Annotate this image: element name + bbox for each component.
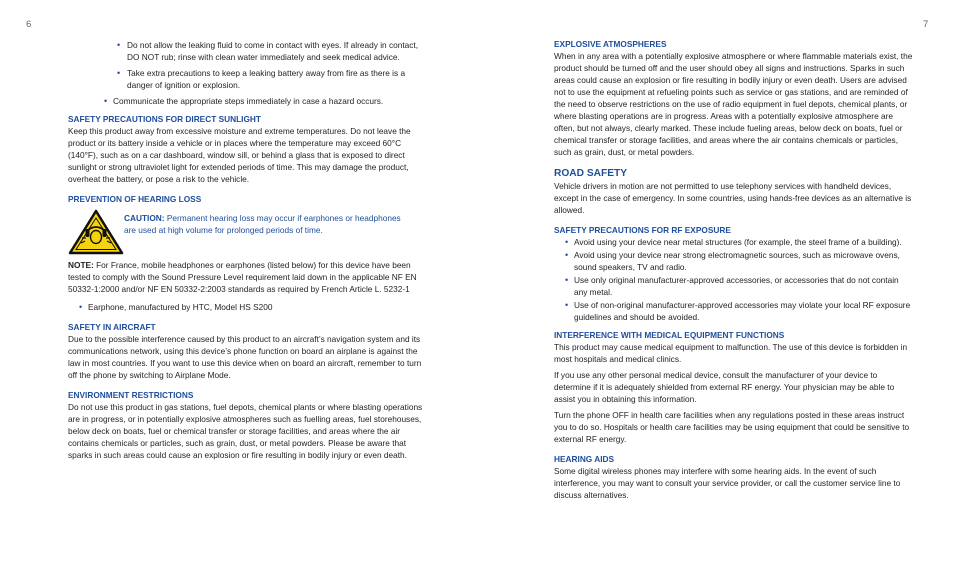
list-item: • Use of non-original manufacturer-approved accessories may violate your local RF exposure guidelines and should be avoided. [554,299,914,323]
paragraph-hearing-aids: Some digital wireless phones may interfere with some hearing aids. In the event of such interference, you may want to consult your service provider, or call the customer service line to discuss alternatives. [554,466,901,500]
heading-explosive-atmospheres: EXPLOSIVE ATMOSPHERES [554,39,667,49]
heading-safety-aircraft: SAFETY IN AIRCRAFT [68,322,156,332]
list-item: • Earphone, manufactured by HTC, Model HS S200 [68,301,430,313]
list-item: • Take extra precautions to keep a leaking battery away from fire as there is a danger of ignition or explosion. [68,67,430,91]
heading-hearing-loss: PREVENTION OF HEARING LOSS [68,194,202,204]
paragraph-direct-sunlight: Keep this product away from excessive moisture and extreme temperatures. Do not leave the product or its battery inside a vehicle or in places where the temperature may exceed 60°C (140°F), such as on a car dashboard, window sill, or behind a glass that is exposed to direct sunlight or strong ultraviolet light for extended periods of time. This may damage the product, overheat the battery, or pose a risk to the vehicle. [68,126,411,184]
caution-message: Permanent hearing loss may occur if earphones or headphones are used at high volume for prolonged periods of time. [124,213,401,235]
paragraph-medical-3: Turn the phone OFF in health care facilities when any regulations posted in these areas instruct you to do so. Hospitals or health care facilities may be using equipment that could be sensitive to external RF energy. [554,410,910,444]
note-text: For France, mobile headphones or earphones (listed below) for this device have been tested to comply with the Sound Pressure Level requirement laid down in the applicable NF EN 50332-1:2000 and/or NF EN 50332-2:2003 standards as required by French Article L. 5232-1 [68,260,417,294]
heading-medical-equipment: INTERFERENCE WITH MEDICAL EQUIPMENT FUNCTIONS [554,330,785,340]
caution-label: CAUTION: [124,213,165,223]
caution-text [124,212,414,236]
caution-block [68,209,430,255]
earphone-bullet-list [68,301,430,313]
list-item: • Use only original manufacturer-approved accessories, or accessories that do not contain any metal. [554,274,914,298]
hearing-loss-warning-icon [68,209,124,255]
list-item: • Communicate the appropriate steps immediately in case a hazard occurs. [93,95,430,107]
battery-leak-bullets [68,39,430,91]
paragraph-explosive-atmospheres: When in any area with a potentially explosive atmosphere or where flammable materials exist, the product should be turned off and the user should obey all signs and instructions. Sparks in such areas could cause an explosion or fire resulting in bodily injury or even death. Users are advised not to use the equipment at refueling points such as service or gas stations, and are reminded of the need to observe restrictions on the use of radio equipment in fuel depots, chemical plants, or where blasting operations are in progress. Areas with a potentially explosive atmosphere are often, but not always, clearly marked. These include fueling areas, below deck on boats, fuel or chemical transfer or storage facilities, and areas where the air contains chemicals or particles, such as grain, dust, or metal powders. [554,51,913,157]
left-page-column [68,39,430,461]
page-number-right: 7 [923,19,929,30]
paragraph-medical-1: This product may cause medical equipment to malfunction. The use of this device is forbidden in most hospitals and medical clinics. [554,342,908,364]
note-paragraph [68,259,430,295]
heading-environment-restrictions: ENVIRONMENT RESTRICTIONS [68,390,194,400]
paragraph-medical-2: If you use any other personal medical device, consult the manufacturer of your device to determine if it is adequately shielded from external RF energy. Your physician may be able to assist you in obtaining this information. [554,370,895,404]
paragraph-road-safety: Vehicle drivers in motion are not permitted to use telephony services with handheld devices, except in the case of emergency. In some countries, using hands-free devices as an alternative is allowed. [554,181,912,215]
heading-road-safety: ROAD SAFETY [554,168,628,179]
heading-direct-sunlight: SAFETY PRECAUTIONS FOR DIRECT SUNLIGHT [68,114,261,124]
page-number-left: 6 [26,19,32,30]
rf-exposure-bullets [554,236,914,323]
communicate-bullet-list [93,95,430,107]
list-item: • Do not allow the leaking fluid to come in contact with eyes. If already in contact, DO NOT rub; rinse with clean water immediately and seek medical advice. [68,39,430,63]
list-item: • Avoid using your device near strong electromagnetic sources, such as microwave ovens, sound speakers, TV and radio. [554,249,914,273]
paragraph-environment-restrictions: Do not use this product in gas stations, fuel depots, chemical plants or where blasting operations are in progress, or in potentially explosive atmospheres such as fuelling areas, fuel storehouses, below deck on boats, fuel or chemical transfer or storage facilities, and areas where the air contains chemicals or particles, such as grain, dust, or metal powders. Please be aware that sparks in such areas could cause an explosion or fire resulting in bodily injury or even death. [68,402,423,460]
note-label: NOTE: [68,260,94,270]
paragraph-safety-aircraft: Due to the possible interference caused by this product to an aircraft’s navigation system and its communications network, using this device’s phone function on board an airplane is against the law in most countries. If you want to use this device when on board an aircraft, remember to turn off the phone by switching to Airplane Mode. [68,334,422,380]
list-item: • Avoid using your device near metal structures (for example, the steel frame of a building). [554,236,914,248]
heading-rf-exposure: SAFETY PRECAUTIONS FOR RF EXPOSURE [554,225,731,235]
right-page-column [554,38,914,501]
heading-hearing-aids: HEARING AIDS [554,454,615,464]
